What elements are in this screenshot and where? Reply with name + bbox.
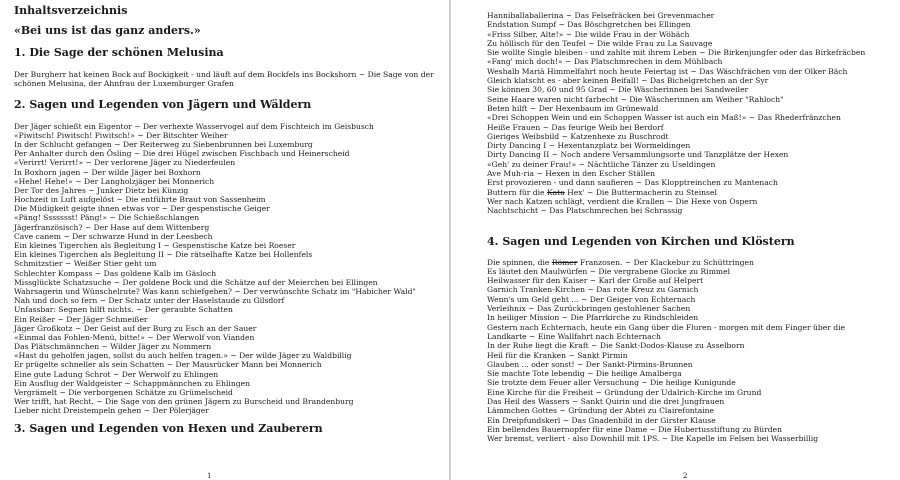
toc-entry: «Piwitsch! Piwitsch! Piwitsch!» ~ Der Bitschter Weiher [14, 130, 228, 140]
document-page-1 [0, 0, 449, 480]
toc-entry: «Hast du geholfen jagen, sollst du auch helfen tragen.» ~ Der wilde Jäger zu Waldbillig [14, 351, 352, 361]
page-number: 1 [207, 472, 212, 480]
document-page-2 [451, 0, 900, 480]
toc-entry: Weshalb Mariä Himmelfahrt noch heute Feiertag ist ~ Das Wäschfrächen von der Olker Bäch [487, 66, 848, 76]
motto: «Bei uns ist das ganz anders.» [14, 24, 201, 37]
section-3-heading: 3. Sagen und Legenden von Hexen und Zauberern [14, 421, 323, 435]
toc-entry: Ein kleines Tigerchen als Begleitung I ~ Gespenstische Katze bei Roeser [14, 241, 296, 251]
toc-entry: Dirty Dancing II ~ Noch andere Versammlungsorte und Tanzplätze der Hexen [487, 150, 789, 160]
toc-entry: Buttern für die Kata Hex' ~ Die Buttermacherin zu Steinsel [487, 187, 717, 197]
toc-entry: Er prügelte schneller als sein Schatten ~ Der Mausrücker Mann bei Monnerich [14, 360, 322, 370]
toc-entry: Hanniballaballerina ~ Das Felsefräcken bei Grevenmacher [487, 11, 715, 20]
toc-entry: «Fang' mich doch!» ~ Das Platschmrechen in dem Mühlbach [487, 57, 723, 67]
toc-entry: «Drei Schoppen Wein und ein Schoppen Wasser ist auch ein Maß!» ~ Das Rhederfränzchen [487, 113, 841, 123]
toc-entry: Erst provozieren - und dann saufieren ~ Das Klopptreinchen zu Mantenach [487, 178, 778, 188]
toc-entry: Gestern nach Echternach, heute ein Gang über die Fluren - morgen mit dem Finger über die Landkarte ~ Eine Wallfahrt nach Echternach [487, 322, 846, 341]
toc-entry: Ein Reißer ~ Der Jäger Schmeißer [14, 314, 148, 324]
toc-entry: Lämmchen Gottes ~ Gründung der Abtei zu Clairefontaine [487, 406, 715, 416]
toc-entry: Wer trifft, hat Recht. ~ Die Sage von den grünen Jägern zu Burscheid und Brandenburg [14, 397, 354, 407]
toc-entry: Ein bellendes Bauernopfer für eine Dame ~ Die Hubertusstiftung zu Bürden [487, 424, 783, 434]
toc-entry: Nachtschicht ~ Das Platschmrechen bei Schrassig [487, 206, 683, 216]
toc-entry: Garnich Tranken-Kirchen ~ Das rote Kreuz zu Garnich [487, 285, 699, 295]
document-title: Inhaltsverzeichnis [14, 4, 128, 17]
toc-entry: Die Müdigkeit geigte ihnen etwas vor ~ Der gespenstische Geiger [14, 204, 270, 214]
section-3-list [487, 11, 882, 188]
toc-entry: Sie können 30, 60 und 95 Grad ~ Die Wäscherinnen bei Sandweiler [487, 85, 749, 95]
toc-entry: Wer bremst, verliert - also Downhill mit 1PS. ~ Die Kapelle im Felsen bei Wasserbillig [487, 434, 819, 444]
toc-entry: In Boxhorn jagen ~ Der wilde Jäger bei Boxhorn [14, 167, 201, 177]
toc-entry: «Päng! Ssssssst! Päng!» ~ Die Schießschlangen [14, 213, 200, 223]
toc-entry: Jägerfranzösisch? ~ Der Hase auf dem Wittenberg [14, 222, 210, 232]
toc-entry: Gieriges Weibsbild ~ Katzenhexe zu Buschrodt [487, 131, 669, 141]
toc-entry: Seine Haare waren nicht farbecht ~ Die Wäscherinnen am Weiher "Rahloch" [487, 94, 784, 104]
toc-entry: Eine Kirche für die Freiheit ~ Gründung der Udalrich-Kirche im Grund [487, 387, 762, 397]
toc-entry: Endstation Sumpf ~ Das Böschgretchen bei Ellingen [487, 20, 691, 30]
toc-entry: Der Jäger schießt ein Eigentor ~ Der verhexte Wasservogel auf dem Fischteich im Geisbusch [14, 121, 374, 131]
toc-entry: Jäger Großkotz ~ Der Geist auf der Burg zu Esch an der Sauer [14, 323, 257, 333]
toc-entry: Schlechter Kompass ~ Das goldene Kalb im Gäsloch [14, 268, 217, 278]
toc-entry: Sie trotzte dem Feuer aller Versuchung ~ Die heilige Kunigunde [487, 378, 736, 388]
toc-entry: Vergrämelt ~ Die verborgenen Schätze zu Grümelscheid [14, 388, 233, 398]
toc-entry: In der Ruhe liegt die Kraft ~ Die Sankt-Dodos-Klause zu Asselborn [487, 341, 745, 351]
section-3-list-end [487, 197, 882, 216]
toc-entry: Hochzeit in Luft aufgelöst ~ Die entführte Braut von Sassenheim [14, 195, 266, 205]
toc-entry: Glauben ... oder sonst! ~ Der Sankt-Pirmins-Brunnen [487, 359, 693, 369]
struck-word: Kata [546, 187, 565, 197]
toc-entry: Der Tor des Jahres ~ Junker Dietz bei Künzig [14, 185, 189, 195]
toc-entry: Lieber nicht Dreistempeln gehen ~ Der Pölerjäger [14, 406, 209, 416]
toc-entry: Heilwasser für den Kaiser ~ Karl der Große auf Helpert [487, 276, 704, 286]
section-1-heading: 1. Die Sage der schönen Melusina [14, 46, 224, 59]
section-4-first [487, 258, 882, 267]
toc-entry: Ein Dreipfundskerl ~ Das Gnadenbild in der Girster Klause [487, 415, 716, 425]
toc-entry: Schmitzstier ~ Weißer Stier geht um [14, 259, 157, 269]
toc-entry: «Friss Silber, Alte!» ~ Die wilde Frau in der Wöbäch [487, 29, 690, 39]
toc-entry: Beten hilft ~ Der Hexenbaum im Grünewald [487, 103, 659, 113]
toc-entry: Verleihnix ~ Das Zurückbringen gestohlener Sachen [487, 304, 691, 314]
toc-entry: Heiße Frauen ~ Das feurige Weib bei Berdorf [487, 122, 664, 132]
toc-entry: In heiliger Mission ~ Die Pfarrkirche zu Rindschleiden [487, 313, 699, 323]
toc-entry: In der Schlucht gefangen ~ Der Reiterweg zu Siebenbrunnen bei Luxemburg [14, 139, 313, 149]
toc-entry: Ein Ausflug der Waldgeister ~ Schappmännchen zu Ehlingen [14, 378, 250, 388]
toc-entry: Zu höllisch für den Teufel ~ Die wilde Frau zu La Sauvage [487, 38, 713, 48]
toc-entry: Heil für die Kranken ~ Sankt Pirmin [487, 350, 628, 360]
toc-entry: Das Heil des Wassers ~ Sankt Quirin und die drei Jungfrauen [487, 396, 725, 406]
toc-entry: Ein kleines Tigerchen als Begleitung II ~ Die rätselhafte Katze bei Hollenfels [14, 250, 313, 260]
section-4-list [487, 267, 882, 444]
section-2-heading: 2. Sagen und Legenden von Jägern und Wäldern [14, 97, 312, 111]
toc-entry: Unfassbar: Segnen hilft nichts. ~ Der geraubte Schatten [14, 305, 233, 315]
toc-entry: Missglückte Schatzsuche ~ Der goldene Bock und die Schätze auf der Meierchen bei Ellingen [14, 277, 378, 287]
section-4-heading: 4. Sagen und Legenden von Kirchen und Klöstern [487, 234, 795, 248]
toc-entry: Sie machte Tote lebendig ~ Die heilige Amalberga [487, 369, 682, 379]
toc-entry: Sie wollte Single bleiben - und zahlte mit ihrem Leben ~ Die Birkenjungfer oder das Birkefräcben [487, 48, 866, 58]
page-number: 2 [683, 472, 688, 480]
section-2-list [14, 122, 435, 416]
toc-entry: Wahrsagerin und Wünschelrute? Was kann schiefgehen? ~ Der verwünschte Schatz im "Habicher Wald" [14, 286, 416, 296]
toc-entry: «Verirrt! Verirrt!» ~ Der verlorene Jäger zu Niederfeulen [14, 158, 236, 168]
toc-entry: Die spinnen, die Römer Franzosen. ~ Der Klackebur zu Schüttringen [487, 257, 754, 267]
toc-entry: Ave Muh-ria ~ Hexen in den Escher Ställen [487, 169, 656, 179]
toc-entry: «Einmal das Fohlen-Menü, bitte!» ~ Der Werwolf von Vianden [14, 332, 255, 342]
toc-entry: Eine gute Ladung Schrot ~ Der Werwolf zu Ehlingen [14, 369, 219, 379]
toc-entry: Per Anhalter durch den Ösling ~ Die drei Hügel zwischen Fischbach und Heinerscheid [14, 149, 350, 159]
toc-entry: Wer nach Katzen schlägt, verdient die Krallen ~ Die Hexe von Ospern [487, 196, 758, 206]
toc-entry: Das Plätschmännchen ~ Wilder Jäger zu Nommern [14, 342, 212, 352]
struck-word: Römer [551, 257, 578, 267]
toc-entry: Es läutet den Maulwürfen ~ Die vergrabene Glocke zu Rimmel [487, 266, 731, 276]
toc-entry: Nah und doch so fern ~ Der Schatz unter der Haselstaude zu Gilsdorf [14, 296, 285, 306]
toc-entry: «Geh' zu deiner Frau!» ~ Nächtliche Tänzer zu Useldingen [487, 159, 716, 169]
toc-entry: Gleich klatscht es - aber keinen Beifall! ~ Das Bichelgretchen an der Syr [487, 76, 769, 86]
section-3-list-strike [487, 188, 882, 197]
toc-entry: Dirty Dancing I ~ Hexentanzplatz bei Wormeldingen [487, 141, 691, 151]
toc-entry: Wenn's um Geld geht ... ~ Der Geiger von Echternach [487, 294, 696, 304]
section-1-entry: Der Burgherr hat keinen Bock auf Bockigkeit - und läuft auf dem Bockfels ins Bockshorn ~ Die Sage von der schönen Melusina, der Ahnfrau der Luxemburger Grafen [14, 70, 434, 89]
toc-entry: «Hehe! Hehe!» ~ Der Langholzjäger bei Monnerich [14, 176, 215, 186]
toc-entry: Cave canem ~ Der schwarze Hund in der Leesbech [14, 231, 213, 241]
